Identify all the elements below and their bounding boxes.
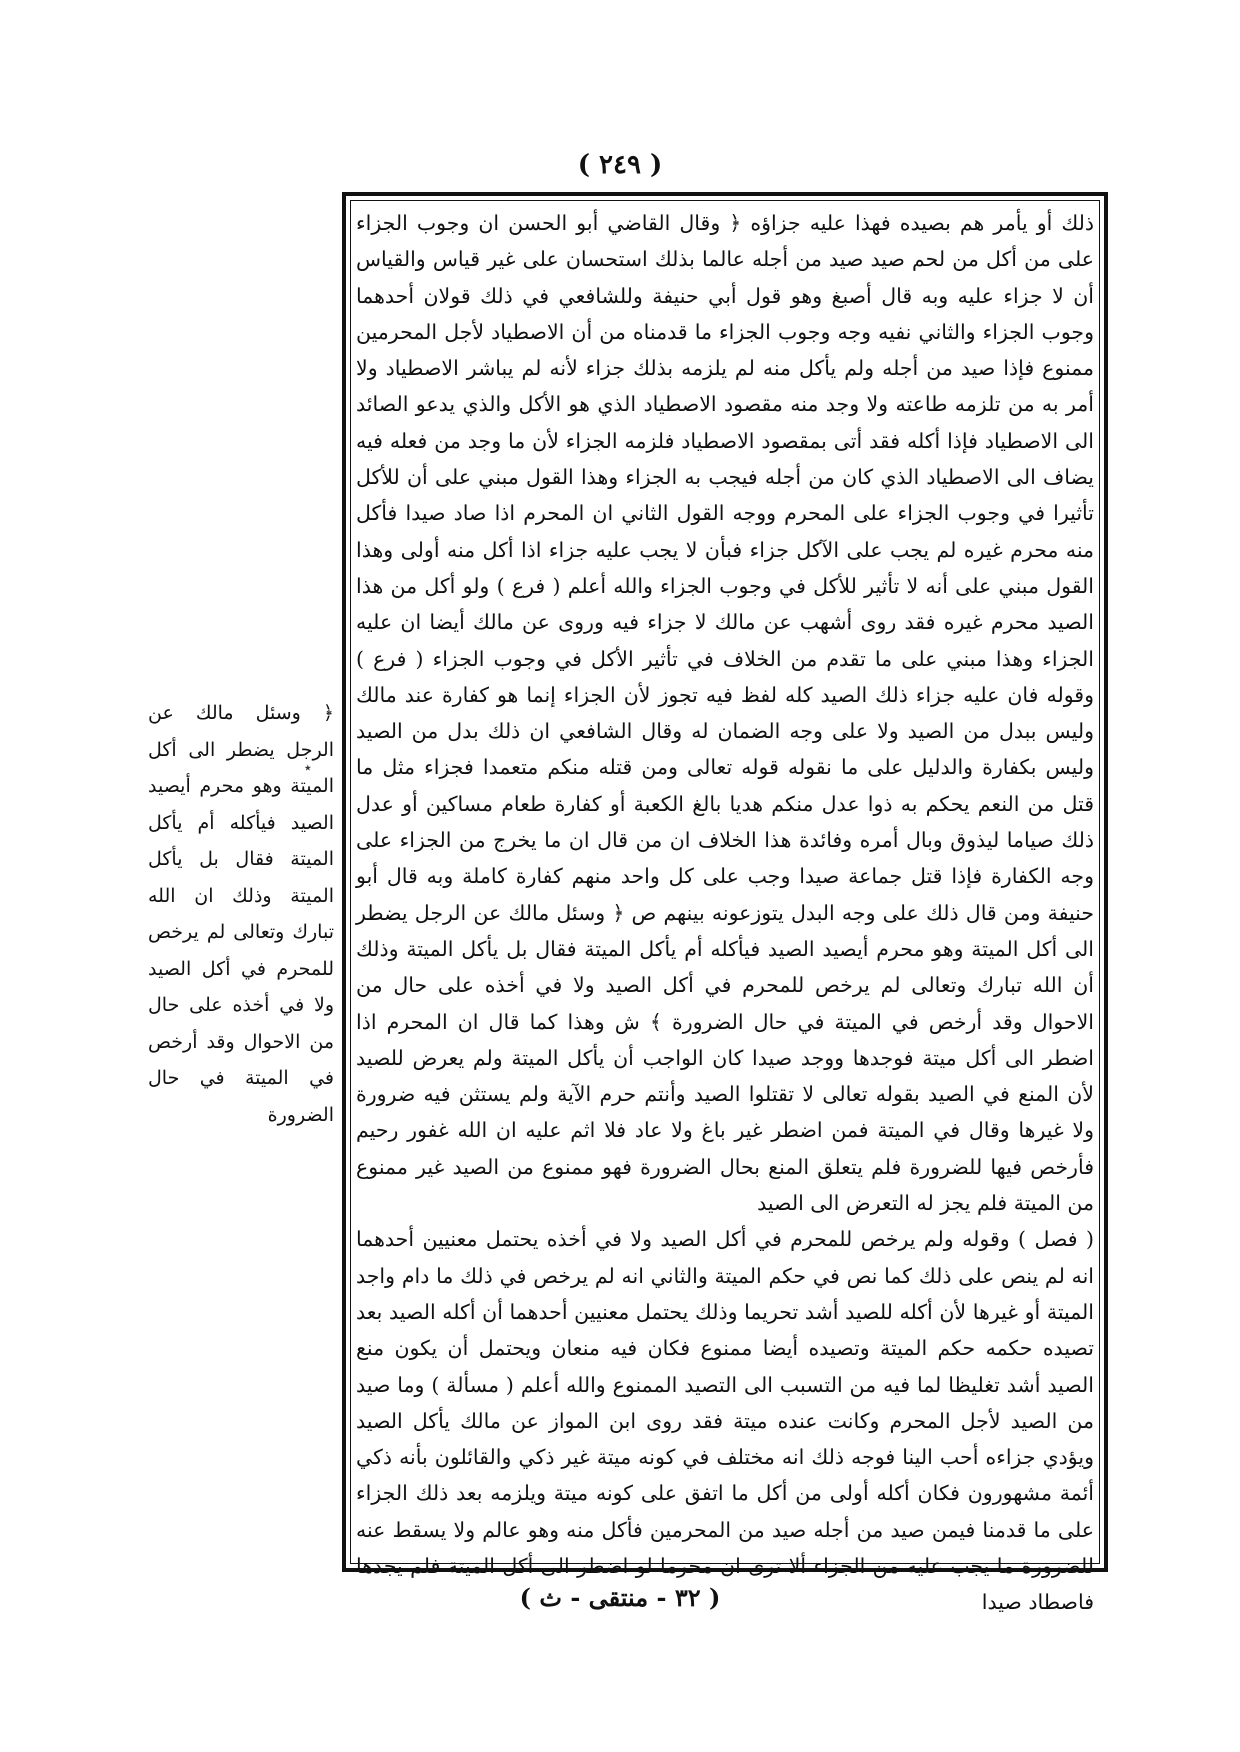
main-paragraph: ذلك أو يأمر هم بصيده فهذا عليه جزاؤه ﴿ وقال القاضي أبو الحسن ان وجوب الجزاء على من أكل من لحم صيد صيد من أجله عالما بذلك استحسان على غير قياس والقياس أن لا جزاء عليه وبه قال أصبغ وهو قول أبي حنيفة وللشافعي في ذلك قولان أحدهما وجوب الجزاء والثاني نفيه وجه وجوب الجزاء ما قدمناه من أن الاصطياد لأجل المحرمين ممنوع فإذا صيد من أجله ولم يأكل منه لم يلزمه بذلك جزاء لأنه لم يباشر الاصطياد ولا أمر به من تلزمه طاعته ولا وجد منه مقصود الاصطياد الذي هو الأكل والذي يدعو الصائد الى الاصطياد فإذا أكله فقد أتى بمقصود الاصطياد فلزمه الجزاء لأن ما وجد من فعله فيه يضاف الى الاصطياد الذي كان من أجله فيجب به الجزاء وهذا القول مبني على أن للأكل تأثيرا في وجوب الجزاء على المحرم ووجه القول الثاني ان المحرم اذا صاد صيدا فأكل منه محرم غيره لم يجب على الآكل جزاء فبأن لا يجب عليه جزاء اذا أكل منه أولى وهذا القول مبني على أنه لا تأثير للأكل في وجوب الجزاء والله أعلم ( فرع ) ولو أكل من هذا الصيد محرم غيره فقد روى أشهب عن مالك لا جزاء فيه وروى عن مالك أيضا ان عليه الجزاء وهذا مبني على ما تقدم من الخلاف في تأثير الأكل في وجوب الجزاء ( فرع ) وقوله فان عليه جزاء ذلك الصيد كله لفظ فيه تجوز لأن الجزاء إنما هو كفارة عند مالك وليس ببدل من الصيد ولا على وجه الضمان له وقال الشافعي ان ذلك بدل من الصيد وليس بكفارة والدليل على ما نقوله قوله تعالى ومن قتله منكم متعمدا فجزاء مثل ما قتل من النعم يحكم به ذوا عدل منكم هديا بالغ الكعبة أو كفارة طعام مساكين أو عدل ذلك صياما ليذوق وبال أمره وفائدة هذا الخلاف ان من قال ان ما يخرج من الجزاء على وجه الكفارة فإذا قتل جماعة صيدا وجب على كل واحد منهم كفارة كاملة وبه قال أبو حنيفة ومن قال ذلك على وجه البدل يتوزعونه بينهم ص ﴿ وسئل مالك عن الرجل يضطر الى أكل الميتة وهو محرم أيصيد الصيد فيأكله أم يأكل الميتة فقال بل يأكل الميتة وذلك أن الله تبارك وتعالى لم يرخص للمحرم في أكل الصيد ولا في أخذه على حال من الاحوال وقد أرخص في الميتة في حال الضرورة ﴾ ش وهذا كما قال ان المحرم اذا اضطر الى أكل ميتة فوجدها ووجد صيدا كان الواجب أن يأكل الميتة ولم يعرض للصيد لأن المنع في الصيد بقوله تعالى لا تقتلوا الصيد وأنتم حرم الآية ولم يستثن فيه ضرورة ولا غيرها وقال في الميتة فمن اضطر غير باغ ولا عاد فلا اثم عليه ان الله غفور رحيم فأرخص فيها للضرورة فلم يتعلق المنع بحال الضرورة فهو ممنوع من الصيد غير ممنوع من الميتة فلم يجز له التعرض الى الصيد — [356, 211, 1094, 1216]
margin-ornament-icon: ٭ — [304, 760, 312, 776]
margin-note: ﴿ وسئل مالك عن الرجل يضطر الى أكل الميتة وهو محرم أيصيد الصيد فيأكله أم يأكل الميتة فقال بل يأكل الميتة وذلك ان الله تبارك وتعالى لم يرخص للمحرم في أكل الصيد ولا في أخذه على حال من الاحوال وقد أرخص في الميتة في حال الضرورة — [148, 702, 334, 1126]
page-number: ( ٢٤٩ ) — [577, 150, 663, 180]
main-paragraph: ( فصل ) وقوله ولم يرخص للمحرم في أكل الصيد ولا في أخذه يحتمل معنيين أحدهما انه لم ينص على ذلك كما نص في حكم الميتة والثاني انه لم يرخص في ذلك ما دام واجد الميتة أو غيرها لأن أكله للصيد أشد تحريما وذلك يحتمل معنيين أحدهما أن أكله الصيد بعد تصيده حكمه حكم الميتة وتصيده أيضا ممنوع فكان فيه منعان ويحتمل أن يكون منع الصيد أشد تغليظا لما فيه من التسبب الى التصيد الممنوع والله أعلم ( مسألة ) وما صيد من الصيد لأجل المحرم وكانت عنده ميتة فقد روى ابن المواز عن مالك يأكل الصيد ويؤدي جزاءه أحب الينا فوجه ذلك انه مختلف في كونه ميتة غير ذكي والقائلون بأنه ذكي أئمة مشهورون فكان أكله أولى من أكل ما اتفق على كونه ميتة ويلزمه بعد ذلك الجزاء على ما قدمنا فيمن صيد من أجله صيد من المحرمين فأكل منه وهو عالم ولا يسقط عنه للضرورة ما يجب عليه من الجزاء ألا ترى ان محرما لو اضطر الى أكل الميتة فلم يجدها فاصطاد صيدا — [356, 1227, 1094, 1615]
page-footer-signature: ( ٣٢ - منتقى - ث ) — [519, 1583, 721, 1612]
